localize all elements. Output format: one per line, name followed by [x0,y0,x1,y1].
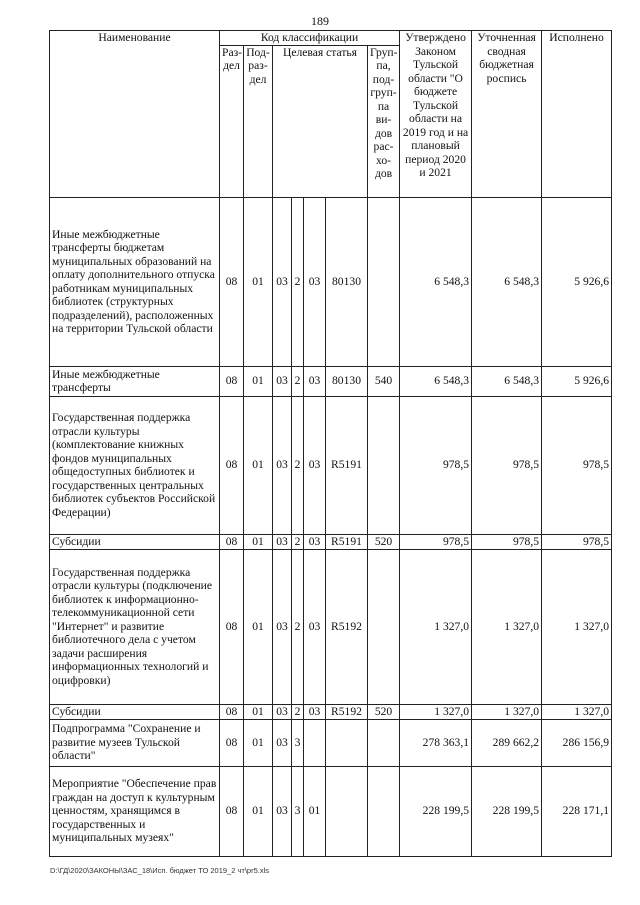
header-group: Груп-па, под-груп-па ви-дов рас-хо-дов [368,45,400,197]
table-row [50,197,612,366]
header-subsection: Под-раз-дел [244,45,273,197]
row-target-direction [326,766,368,856]
table-row [50,766,612,856]
row-target-direction: R5191 [326,534,368,549]
row-approved: 228 199,5 [400,766,472,856]
row-target-program: 03 [273,766,292,856]
row-refined: 978,5 [472,534,542,549]
table-row [50,396,612,534]
row-group: 540 [368,366,400,396]
row-target-subprogram: 2 [292,704,304,719]
row-name: Иные межбюджетные трансферты [50,366,220,396]
row-target-subprogram: 2 [292,549,304,704]
row-target-event [304,719,326,766]
row-section: 08 [220,719,244,766]
table-row [50,549,612,704]
row-section: 08 [220,366,244,396]
row-target-program: 03 [273,719,292,766]
row-group [368,197,400,366]
row-target-direction: R5191 [326,396,368,534]
row-refined: 228 199,5 [472,766,542,856]
row-refined: 6 548,3 [472,197,542,366]
row-target-direction [326,719,368,766]
row-target-subprogram: 2 [292,396,304,534]
row-section: 08 [220,197,244,366]
row-name: Мероприятие "Обеспечение прав граждан на доступ к культурным ценностям, хранящимся в государственных и муниципальных музеях" [50,766,220,856]
page-number: 189 [311,14,329,28]
row-section: 08 [220,766,244,856]
budget-table [49,30,612,857]
row-subsection: 01 [244,766,273,856]
row-group [368,766,400,856]
row-subsection: 01 [244,704,273,719]
row-group [368,719,400,766]
row-target-program: 03 [273,197,292,366]
row-target-event: 03 [304,534,326,549]
table-row [50,534,612,549]
row-name: Государственная поддержка отрасли культуры (подключение библиотек к информационно-телекоммуникационной сети "Интернет" и развитие библиотечного дела с учетом задачи расширения информационных технологий и оцифровки) [50,549,220,704]
row-target-direction: R5192 [326,704,368,719]
row-approved: 1 327,0 [400,704,472,719]
row-target-program: 03 [273,396,292,534]
row-subsection: 01 [244,549,273,704]
header-section: Раз-дел [220,45,244,197]
row-group [368,549,400,704]
header-target: Целевая статья [273,45,368,197]
row-target-subprogram: 2 [292,534,304,549]
row-executed: 1 327,0 [542,704,612,719]
file-path-footer: D:\ГД\2020\ЗАКОНЫ\ЗАС_18\Исп. бюджет ТО 2019_2 чт\pr5.xls [50,866,269,875]
row-group [368,396,400,534]
row-name: Субсидии [50,704,220,719]
row-section: 08 [220,396,244,534]
row-target-program: 03 [273,704,292,719]
row-executed: 978,5 [542,534,612,549]
row-target-event: 01 [304,766,326,856]
row-executed: 1 327,0 [542,549,612,704]
table-row [50,366,612,396]
row-group: 520 [368,534,400,549]
header-executed: Исполнено [542,31,612,198]
row-section: 08 [220,704,244,719]
header-refined: Уточненная сводная бюджетная роспись [472,31,542,198]
row-subsection: 01 [244,396,273,534]
row-refined: 6 548,3 [472,366,542,396]
row-executed: 978,5 [542,396,612,534]
row-group: 520 [368,704,400,719]
row-target-program: 03 [273,366,292,396]
row-refined: 1 327,0 [472,549,542,704]
row-subsection: 01 [244,197,273,366]
row-subsection: 01 [244,366,273,396]
row-target-direction: 80130 [326,366,368,396]
row-executed: 5 926,6 [542,366,612,396]
row-approved: 1 327,0 [400,549,472,704]
table-row [50,719,612,766]
row-refined: 289 662,2 [472,719,542,766]
row-approved: 6 548,3 [400,197,472,366]
row-target-program: 03 [273,534,292,549]
row-target-subprogram: 3 [292,766,304,856]
row-target-subprogram: 2 [292,366,304,396]
row-subsection: 01 [244,534,273,549]
row-executed: 5 926,6 [542,197,612,366]
row-refined: 1 327,0 [472,704,542,719]
row-target-direction: 80130 [326,197,368,366]
row-target-event: 03 [304,197,326,366]
row-target-event: 03 [304,396,326,534]
row-target-direction: R5192 [326,549,368,704]
row-refined: 978,5 [472,396,542,534]
row-target-subprogram: 3 [292,719,304,766]
row-name: Субсидии [50,534,220,549]
header-name: Наименование [50,31,220,198]
row-target-program: 03 [273,549,292,704]
row-approved: 978,5 [400,396,472,534]
row-approved: 278 363,1 [400,719,472,766]
row-name: Государственная поддержка отрасли культуры (комплектование книжных фондов муниципальных общедоступных библиотек и государственных центральных библиотек субъектов Российской Федерации) [50,396,220,534]
row-subsection: 01 [244,719,273,766]
row-target-subprogram: 2 [292,197,304,366]
row-section: 08 [220,534,244,549]
table-row [50,704,612,719]
row-executed: 286 156,9 [542,719,612,766]
header-approved: Утверждено Законом Тульской области "О бюджете Тульской области на 2019 год и на плановый период 2020 и 2021 [400,31,472,198]
row-name: Подпрограмма "Сохранение и развитие музеев Тульской области" [50,719,220,766]
row-executed: 228 171,1 [542,766,612,856]
row-target-event: 03 [304,549,326,704]
row-name: Иные межбюджетные трансферты бюджетам муниципальных образований на оплату дополнительного отпуска работникам муниципальных библиотек (структурных подразделений), расположенных на территории Тульской области [50,197,220,366]
row-target-event: 03 [304,704,326,719]
row-section: 08 [220,549,244,704]
row-target-event: 03 [304,366,326,396]
row-approved: 6 548,3 [400,366,472,396]
header-code: Код классификации [220,31,400,46]
row-approved: 978,5 [400,534,472,549]
